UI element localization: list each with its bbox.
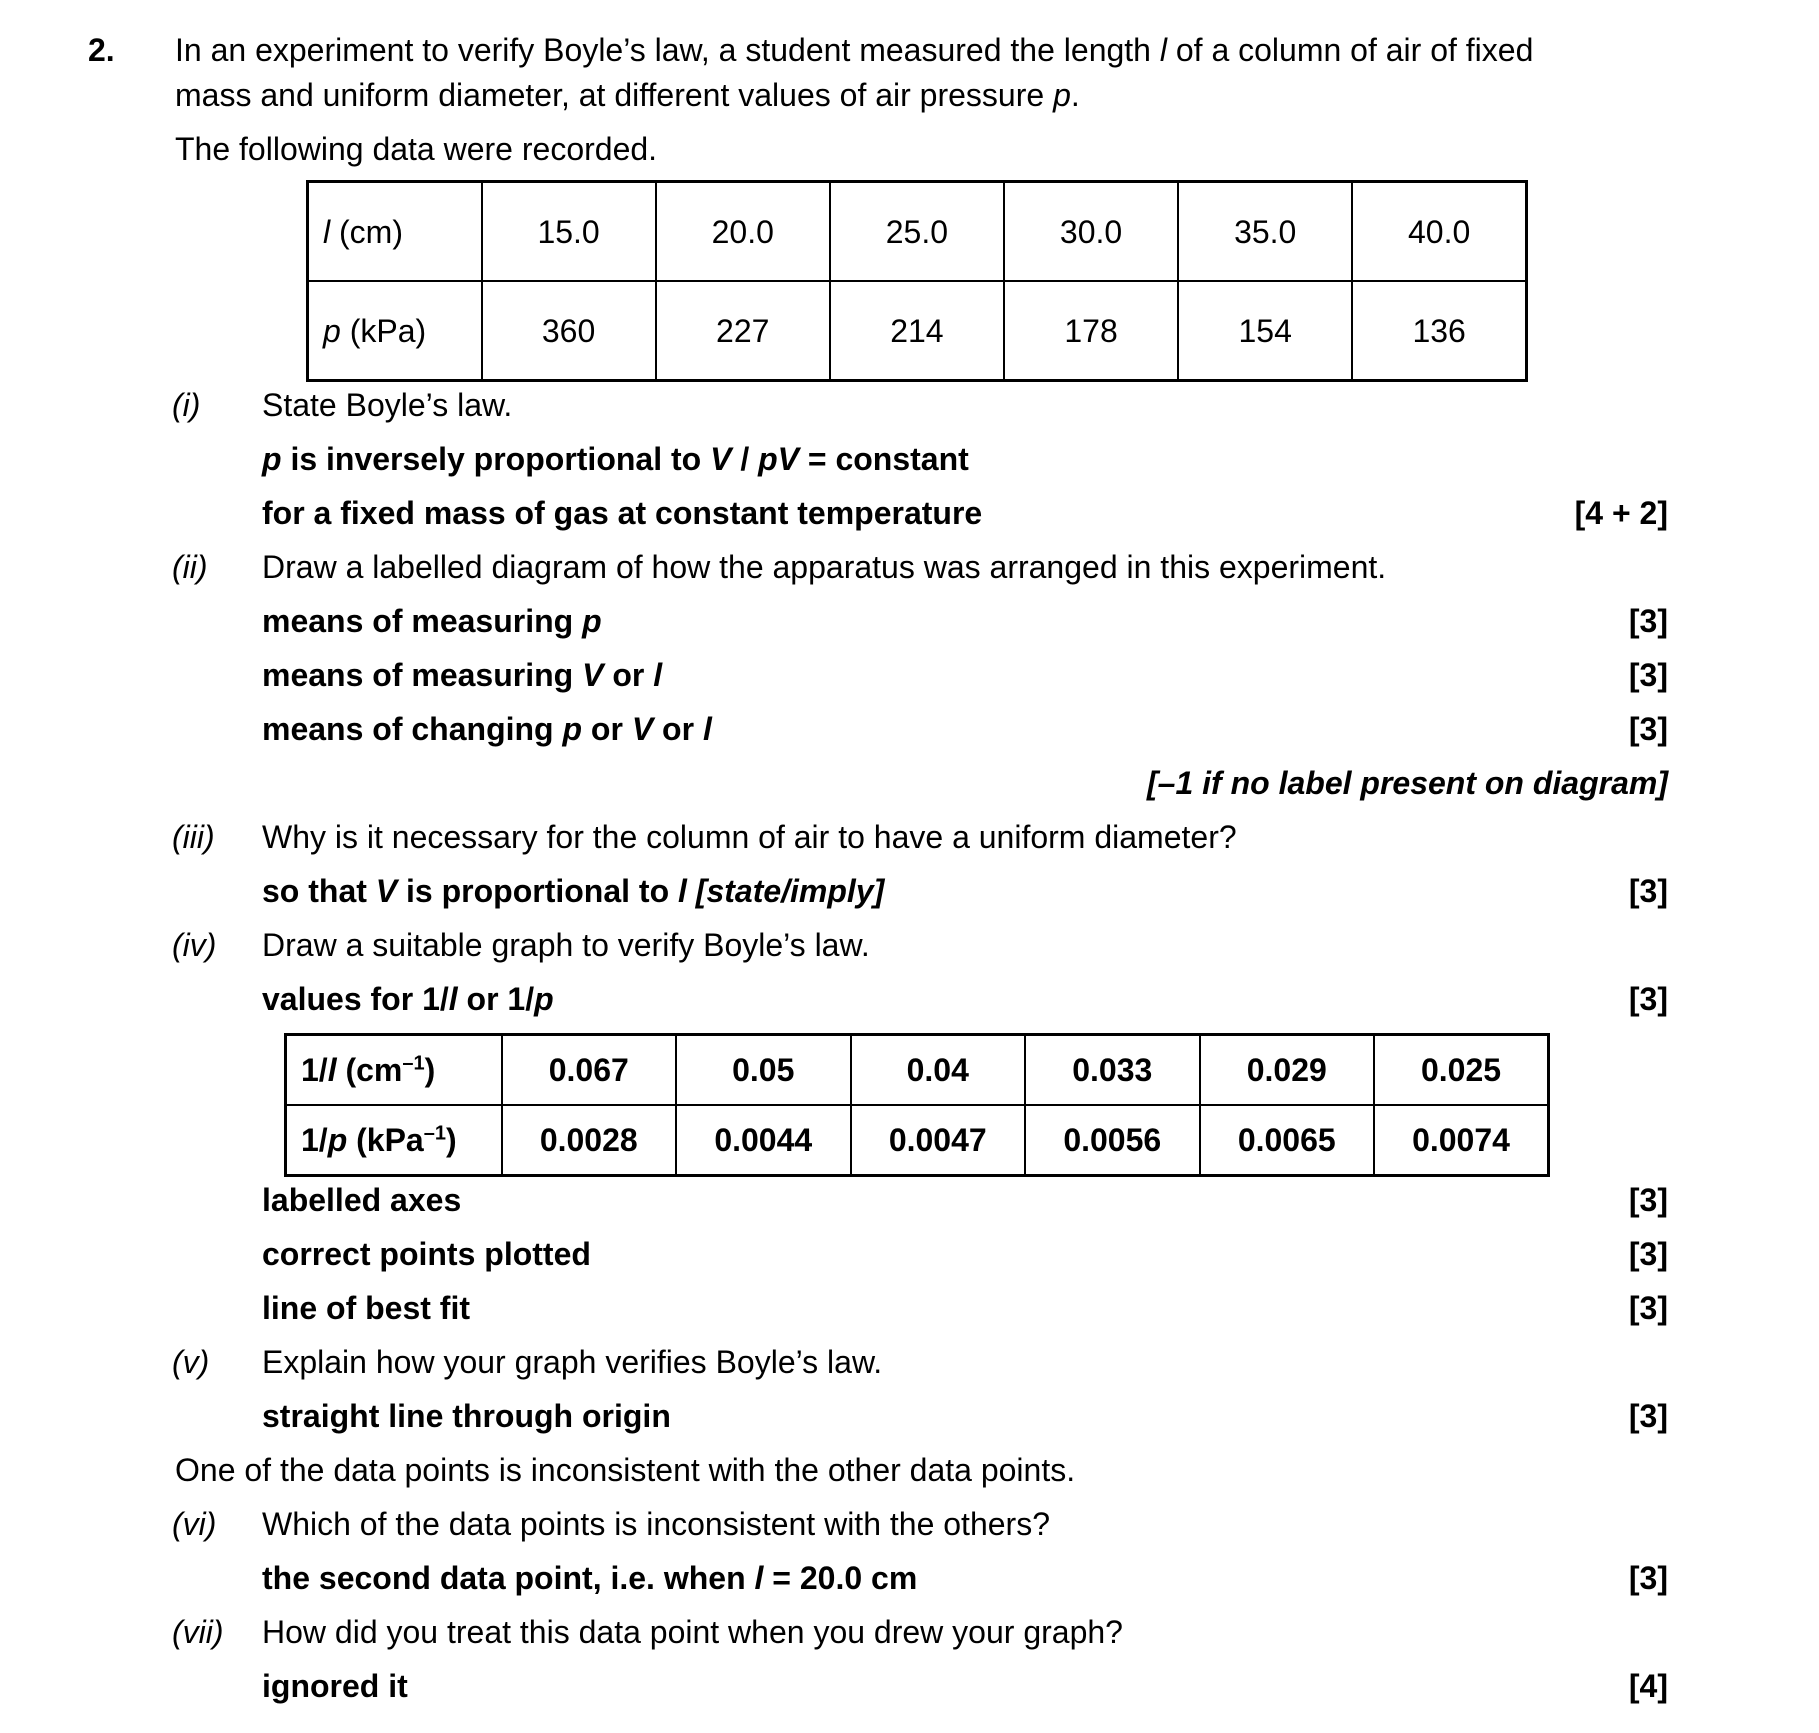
part-ii-label: (ii) [172,549,208,585]
data-recorded-text: The following data were recorded. [175,131,658,167]
part-ii-question: Draw a labelled diagram of how the apparatus was arranged in this experiment. [262,549,1387,585]
part-ii-penalty-note: [–1 if no label present on diagram] [1147,765,1668,801]
part-v-marks: [3] [1628,1398,1668,1434]
table-cell: 0.0028 [502,1105,677,1176]
table-cell: 0.029 [1200,1035,1375,1106]
row-header-inv-l: 1/l $(cm^{-1})$ [286,1035,502,1106]
table-cell: 0.0047 [851,1105,1026,1176]
table-cell: 0.0056 [1025,1105,1200,1176]
table-row [286,1035,1549,1106]
table-cell: 20.0 [656,182,830,282]
table-cell: 0.0065 [1200,1105,1375,1176]
table-cell: 214 [830,281,1004,381]
part-vii-marks: [4] [1628,1668,1668,1704]
table-cell: 0.067 [502,1035,677,1106]
reciprocal-values-table [284,1033,1550,1177]
table-cell: 35.0 [1178,182,1352,282]
table-cell: 0.0044 [676,1105,851,1176]
part-vi-question: Which of the data points is inconsistent with the others? [262,1506,1050,1542]
part-iii-marks: [3] [1628,873,1668,909]
part-iv-points: correct points plotted [262,1236,591,1272]
table-cell: 0.033 [1025,1035,1200,1106]
part-ii-answer-1: means of measuring p [262,603,602,639]
part-ii-marks-1: [3] [1628,603,1668,639]
part-iv-labelled-axes-marks: [3] [1628,1182,1668,1218]
part-v-label: (v) [172,1344,210,1380]
part-ii-answer-3: means of changing p or V or l [262,711,712,747]
part-i-question: State Boyle’s law. [262,387,513,423]
part-vii-question: How did you treat this data point when you drew your graph? [262,1614,1123,1650]
table-cell: 227 [656,281,830,381]
table-row [308,281,1527,381]
table-row [308,182,1527,282]
part-iv-values-marks: [3] [1628,981,1668,1017]
table-cell: 15.0 [482,182,656,282]
part-iii-answer: so that V is proportional to l [state/imply] [262,873,885,909]
table-cell: 0.025 [1374,1035,1549,1106]
part-iv-best-fit: line of best fit [262,1290,470,1326]
part-iii-label: (iii) [172,819,215,855]
part-iv-points-marks: [3] [1628,1236,1668,1272]
table-cell: 178 [1004,281,1178,381]
part-i-label: (i) [172,387,201,423]
part-iv-labelled-axes: labelled axes [262,1182,462,1218]
intro-line-1: In an experiment to verify Boyle’s law, a student measured the length l of a column of air of fixed [175,32,1534,68]
table-cell: 154 [1178,281,1352,381]
table-row [286,1105,1549,1176]
table-cell: 0.0074 [1374,1105,1549,1176]
part-iii-question: Why is it necessary for the column of air to have a uniform diameter? [262,819,1237,855]
part-iv-question: Draw a suitable graph to verify Boyle’s law. [262,927,870,963]
part-iv-best-fit-marks: [3] [1628,1290,1668,1326]
recorded-data-table [306,180,1528,382]
part-vi-answer: the second data point, i.e. when l = 20.0 cm [262,1560,918,1596]
table-cell: 40.0 [1352,182,1526,282]
table-cell: 136 [1352,281,1526,381]
part-ii-marks-3: [3] [1628,711,1668,747]
table-cell: 25.0 [830,182,1004,282]
table-cell: 360 [482,281,656,381]
intro-line-2: mass and uniform diameter, at different values of air pressure p. [175,77,1080,113]
table-cell: 0.04 [851,1035,1026,1106]
part-i-answer-1: p is inversely proportional to V / pV = constant [262,441,969,477]
part-vii-answer: ignored it [262,1668,408,1704]
part-iv-label: (iv) [172,927,217,963]
row-header-l: l (cm) [308,182,482,282]
inconsistent-intro: One of the data points is inconsistent with the other data points. [175,1452,1076,1488]
part-iv-values: values for 1/l or 1/p [262,981,554,1017]
table-cell: 0.05 [676,1035,851,1106]
part-ii-marks-2: [3] [1628,657,1668,693]
part-vii-label: (vii) [172,1614,224,1650]
row-header-inv-p: 1/p (kPa$^{-1}$) [286,1105,502,1176]
part-vi-marks: [3] [1628,1560,1668,1596]
part-v-answer: straight line through origin [262,1398,671,1434]
part-i-marks: [4 + 2] [1574,495,1668,531]
part-vi-label: (vi) [172,1506,217,1542]
part-ii-answer-2: means of measuring V or l [262,657,663,693]
part-i-answer-2: for a fixed mass of gas at constant temperature [262,495,983,531]
table-cell: 30.0 [1004,182,1178,282]
part-v-question: Explain how your graph verifies Boyle’s law. [262,1344,883,1380]
question-number: 2. [88,32,115,68]
row-header-p: p (kPa) [308,281,482,381]
